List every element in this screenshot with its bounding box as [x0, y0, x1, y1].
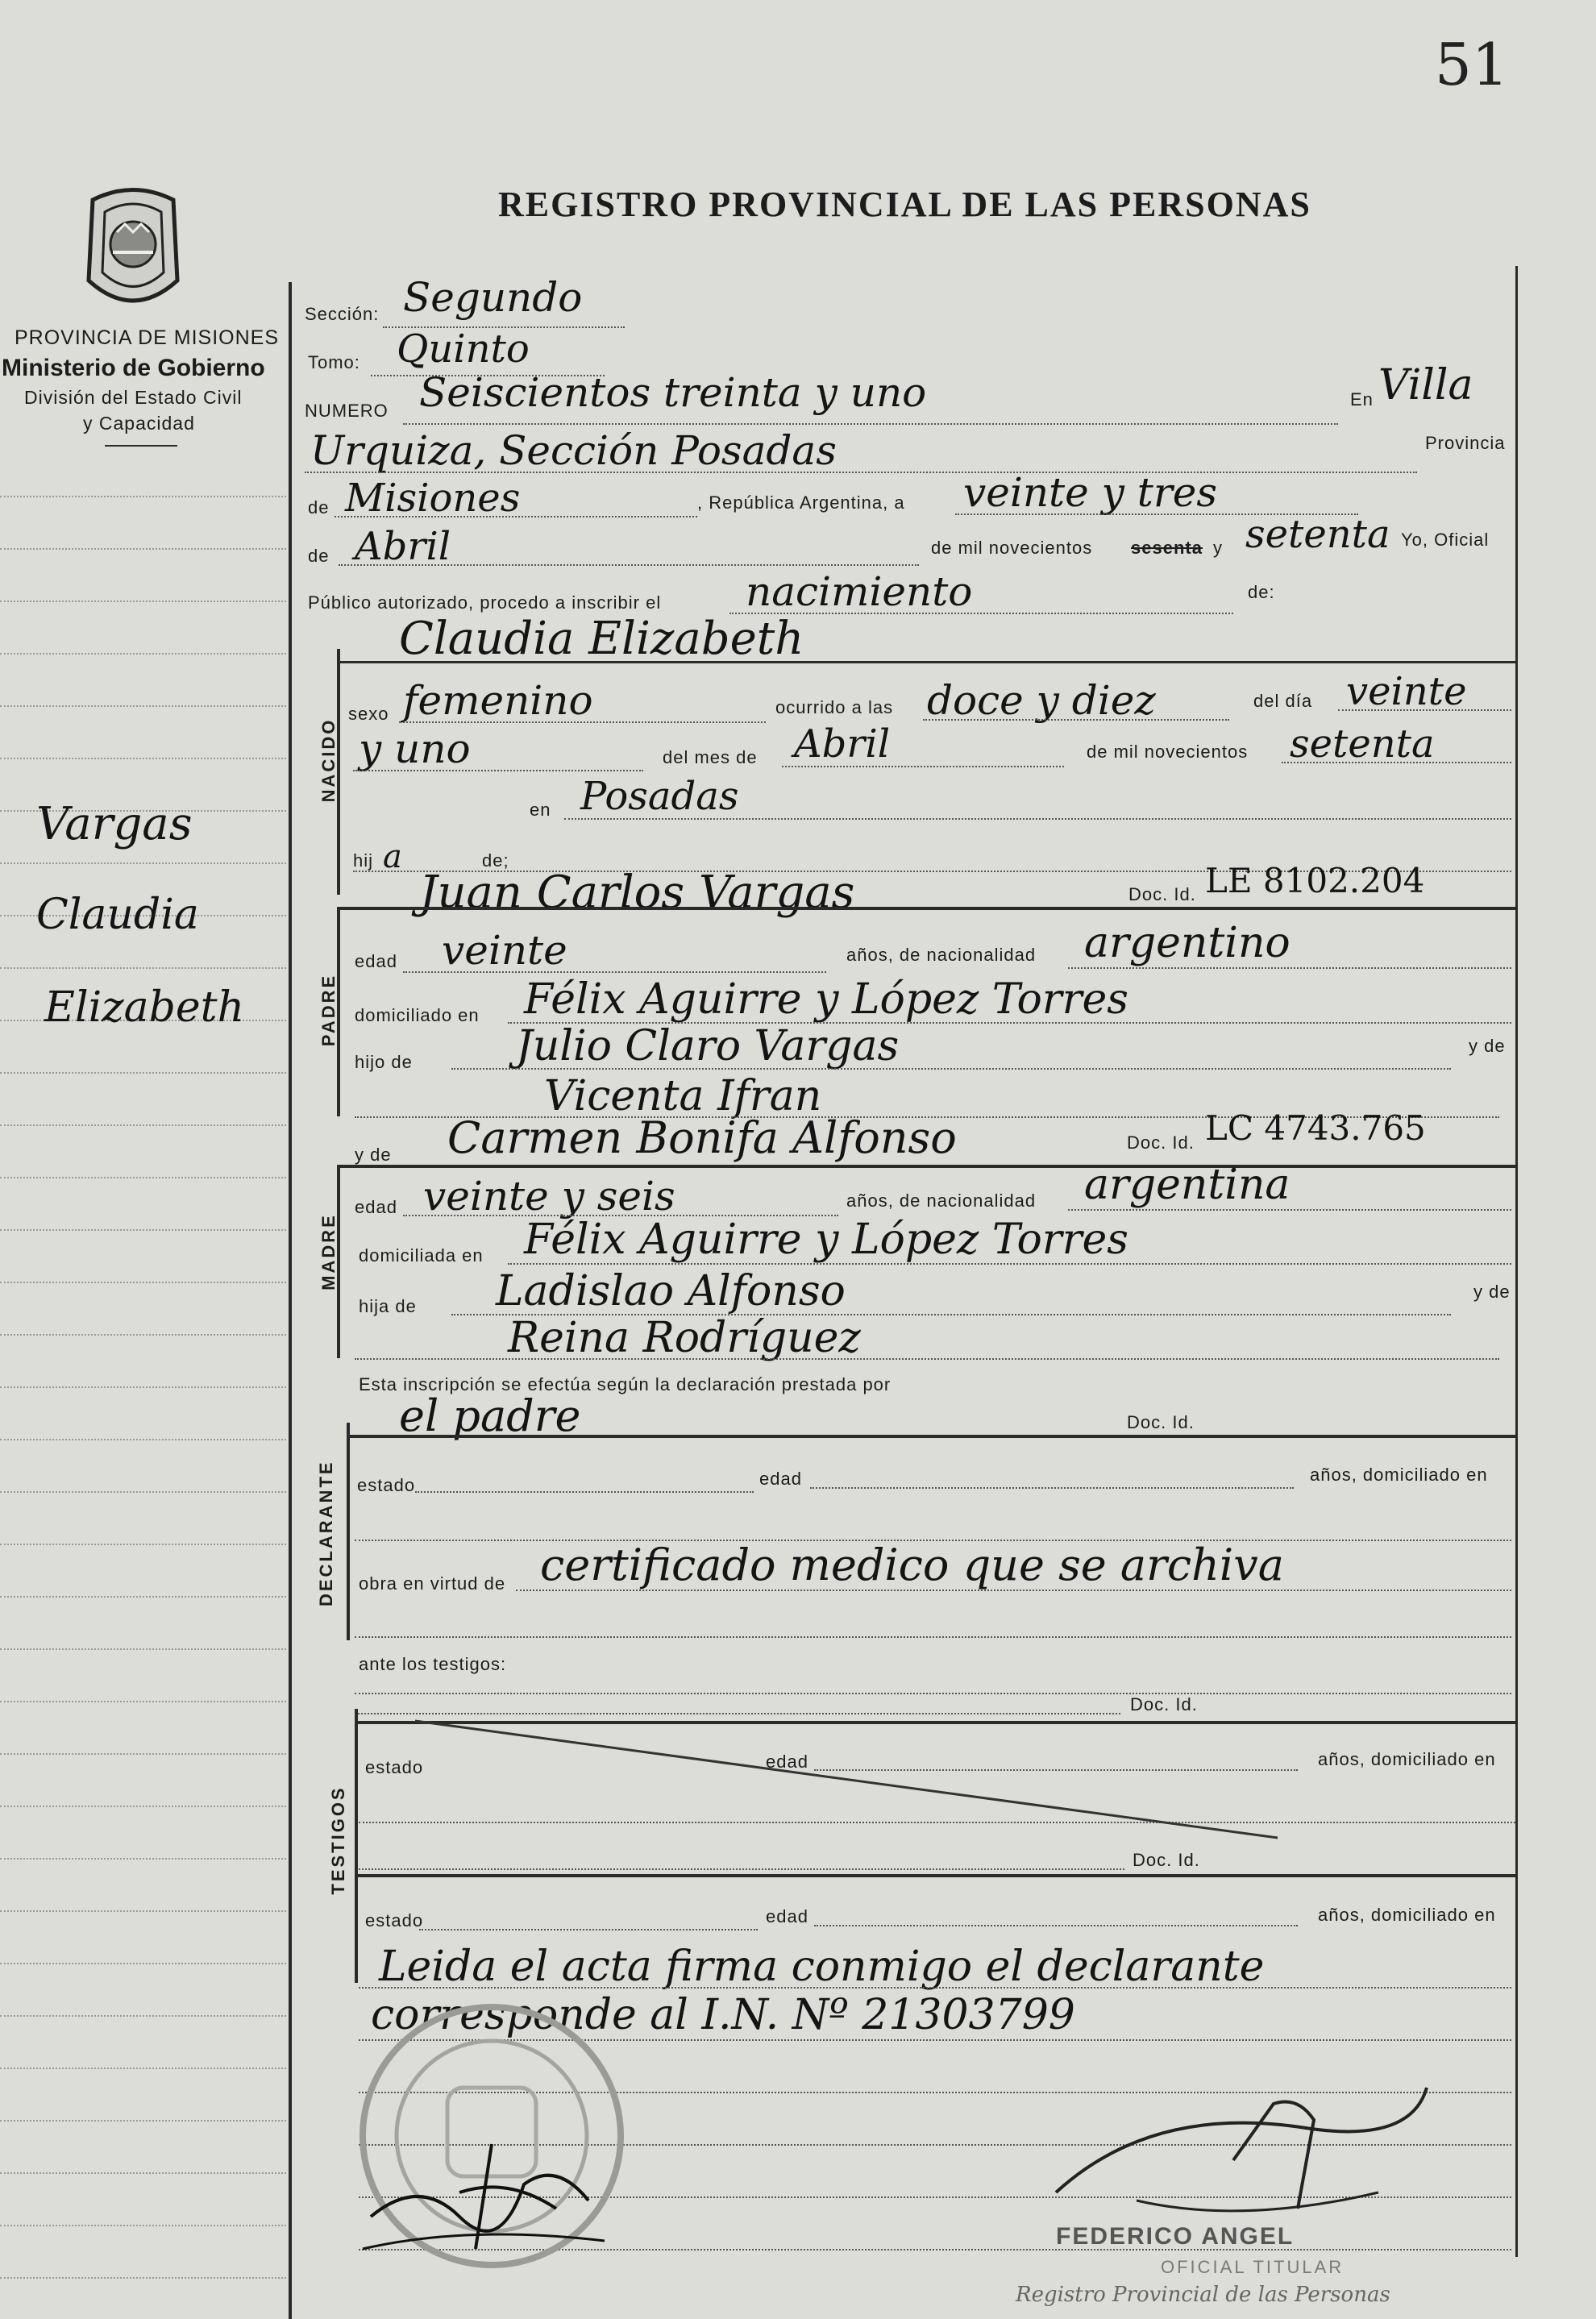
padre-padre-value: Julio Claro Vargas: [516, 1022, 900, 1070]
padre-top-line: [337, 907, 1515, 910]
domiciliada-label: domiciliada en: [359, 1245, 484, 1265]
doc-id-label-5: Doc. Id.: [1133, 1850, 1200, 1870]
hijo-de-label: hijo de: [355, 1052, 413, 1072]
nombre-line: [337, 661, 1515, 663]
seccion-value: Segundo: [403, 274, 583, 321]
de-label-2: de: [308, 546, 330, 566]
de-semicolon-label: de;: [482, 850, 509, 871]
hija-de-label: hija de: [359, 1296, 417, 1316]
de-colon-label: de:: [1248, 582, 1275, 602]
anos-nac-label: años, de nacionalidad: [846, 945, 1037, 965]
edad-label: edad: [355, 951, 397, 971]
madre-doc-value: LC 4743.765: [1205, 1108, 1426, 1148]
margin-first-name: Claudia: [36, 891, 199, 939]
republica-label: , República Argentina, a: [697, 492, 905, 513]
ocurrido-label: ocurrido a las: [775, 697, 894, 717]
lugar-nac-value: Posadas: [580, 774, 739, 819]
del-mes-label: del mes de: [663, 747, 758, 767]
padre-nombre-value: Juan Carlos Vargas: [419, 867, 855, 919]
madre-padre-value: Ladislao Alfonso: [496, 1267, 846, 1315]
stamp-name: FEDERICO ANGEL: [1056, 2223, 1295, 2250]
section-nacido: NACIDO: [318, 717, 339, 803]
numero-value: Seiscientos treinta y uno: [419, 369, 927, 416]
ano-nac-value: setenta: [1290, 721, 1435, 767]
hora-value: doce y diez: [927, 677, 1156, 724]
padre-doc-value: LE 8102.204: [1205, 861, 1425, 900]
cancellation-stroke: [411, 1713, 1298, 1850]
y-label: y: [1213, 538, 1223, 558]
padre-edad-value: veinte: [442, 927, 567, 974]
yo-oficial-label: Yo, Oficial: [1401, 530, 1490, 550]
en-value: Villa: [1378, 361, 1473, 409]
doc-id-label-2: Doc. Id.: [1127, 1132, 1195, 1153]
nota-line-1: Leida el acta firma conmigo el declarante: [379, 1943, 1265, 1991]
anos-dom-label: años, domiciliado en: [1310, 1465, 1488, 1485]
madre-edad-value: veinte y seis: [423, 1173, 675, 1220]
tomo-value: Quinto: [397, 326, 530, 372]
province-seal: [77, 184, 189, 321]
hij-value: a: [383, 838, 402, 875]
sexo-label: sexo: [348, 704, 389, 724]
en-label-2: en: [530, 800, 551, 820]
ministry-name: Ministerio de Gobierno: [2, 355, 265, 381]
domiciliado-label: domiciliado en: [355, 1005, 480, 1025]
de-label: de: [308, 497, 330, 517]
division-name-2: y Capacidad: [83, 413, 195, 434]
ano-value: setenta: [1245, 512, 1390, 557]
padre-madre-value: Vicenta Ifran: [544, 1072, 822, 1120]
edad-label-2: edad: [355, 1197, 397, 1217]
nombre-value: Claudia Elizabeth: [399, 613, 804, 665]
mes-value: Abril: [355, 524, 451, 569]
anos-dom-label-2: años, domiciliado en: [1318, 1749, 1496, 1769]
doc-id-label: Doc. Id.: [1128, 884, 1196, 904]
declarante-top-line: [347, 1435, 1515, 1438]
madre-nombre-value: Carmen Bonifa Alfonso: [447, 1112, 957, 1163]
stamp-title: OFICIAL TITULAR: [1161, 2257, 1345, 2277]
provincia-value: Misiones: [345, 476, 521, 521]
madre-nac-value: argentina: [1084, 1161, 1291, 1209]
obra-label: obra en virtud de: [359, 1573, 506, 1594]
anos-nac-label-2: años, de nacionalidad: [846, 1191, 1037, 1211]
obra-value: certificado medico que se archiva: [540, 1540, 1284, 1590]
margin-second-name: Elizabeth: [44, 983, 245, 1032]
estado-label-3: estado: [365, 1910, 424, 1930]
margin-surname: Vargas: [36, 798, 193, 850]
en-label: En: [1350, 389, 1374, 409]
inscripcion-label: Esta inscripción se efectúa según la declaración prestada por: [359, 1374, 892, 1394]
division-name: División del Estado Civil: [24, 387, 243, 408]
anos-dom-label-3: años, domiciliado en: [1318, 1905, 1496, 1925]
de-mil-label-2: de mil novecientos: [1087, 742, 1249, 762]
acto-value: nacimiento: [746, 568, 973, 615]
section-testigos: TESTIGOS: [328, 1785, 348, 1895]
place-value: Urquiza, Sección Posadas: [310, 427, 837, 474]
doc-id-label-3: Doc. Id.: [1127, 1412, 1195, 1432]
page-title: REGISTRO PROVINCIAL DE LAS PERSONAS: [498, 185, 1311, 224]
estado-label: estado: [357, 1475, 416, 1495]
mes-nac-value: Abril: [794, 721, 891, 767]
dia-nac-value: veinte: [1346, 669, 1467, 714]
left-divider: [105, 445, 177, 447]
declarante-value: el padre: [399, 1390, 581, 1441]
publico-label: Público autorizado, procedo a inscribir el: [308, 592, 662, 613]
declarant-signature: [347, 2128, 637, 2273]
page-number: 51: [1435, 31, 1509, 98]
y-de-label-2: y de: [355, 1145, 392, 1165]
main-right-border: [1515, 266, 1518, 2257]
estado-label-2: estado: [365, 1757, 424, 1777]
doc-id-label-4: Doc. Id.: [1130, 1694, 1198, 1714]
y-de-label: y de: [1469, 1036, 1506, 1056]
dia-nac-value-2: y uno: [359, 725, 471, 772]
del-dia-label: del día: [1253, 691, 1313, 711]
testigos-section-line: [355, 1709, 358, 1983]
numero-label: NUMERO: [305, 401, 389, 421]
stamp-org: Registro Provincial de las Personas: [1016, 2283, 1390, 2307]
tomo-label: Tomo:: [308, 352, 360, 372]
edad-label-3: edad: [759, 1469, 802, 1489]
y-de-label-3: y de: [1473, 1282, 1511, 1302]
edad-label-5: edad: [766, 1906, 808, 1926]
sesenta-struck: sesenta: [1131, 538, 1203, 558]
madre-madre-value: Reina Rodríguez: [508, 1314, 861, 1362]
padre-dom-value: Félix Aguirre y López Torres: [524, 975, 1128, 1024]
province-name: PROVINCIA DE MISIONES: [15, 326, 280, 349]
padre-nac-value: argentino: [1084, 919, 1291, 967]
madre-top-line: [337, 1165, 1515, 1168]
sexo-value: femenino: [403, 677, 593, 724]
nota-line-2: corresponde al I.N. Nº 21303799: [371, 1991, 1075, 2039]
dia-value: veinte y tres: [963, 469, 1217, 516]
testigos-mid-line: [355, 1874, 1515, 1877]
section-declarante: DECLARANTE: [316, 1460, 336, 1606]
seccion-label: Sección:: [305, 304, 380, 324]
madre-dom-value: Félix Aguirre y López Torres: [524, 1216, 1128, 1264]
edad-label-4: edad: [766, 1752, 808, 1772]
section-padre: PADRE: [318, 973, 339, 1047]
hij-label: hij: [353, 850, 374, 871]
main-left-border: [289, 282, 292, 2319]
provincia-label: Provincia: [1425, 433, 1506, 453]
ante-label: ante los testigos:: [359, 1654, 507, 1674]
declarante-section-line: [347, 1423, 350, 1640]
de-mil-label: de mil novecientos: [931, 538, 1093, 558]
section-madre: MADRE: [318, 1213, 339, 1290]
official-signature: [1040, 2072, 1459, 2233]
